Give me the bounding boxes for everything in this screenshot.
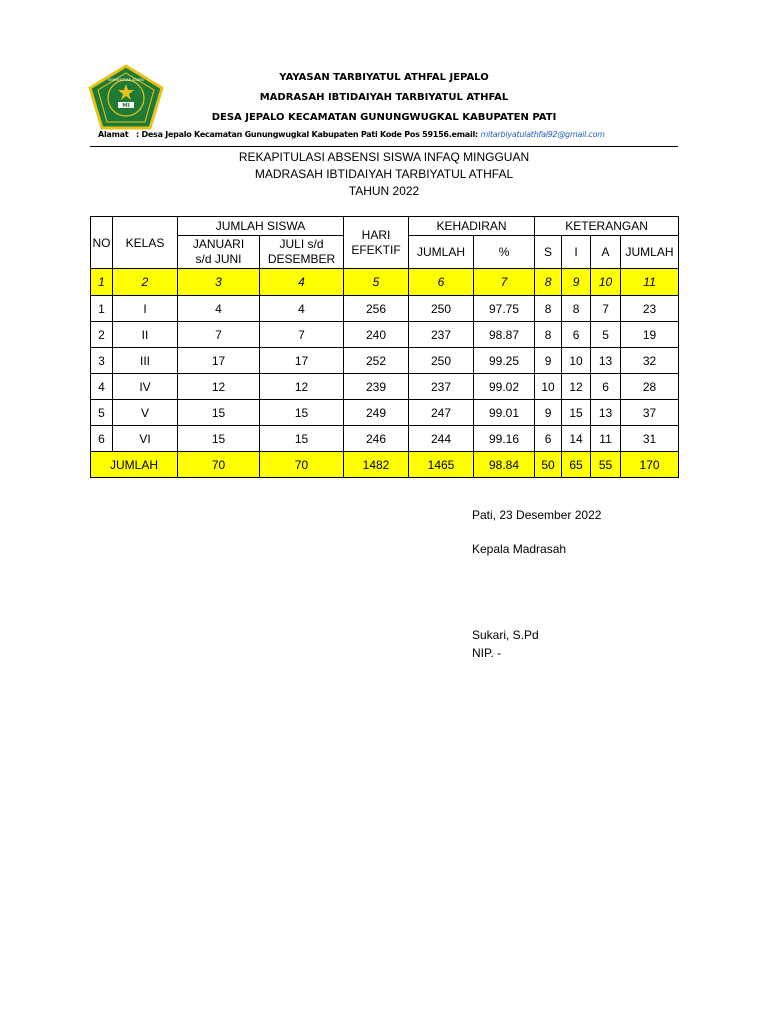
logo-mi-text: MI [122, 103, 130, 109]
table-cell: 8 [535, 296, 562, 322]
column-number-cell: 9 [562, 269, 591, 296]
header-kehadiran-jumlah: JUMLAH [409, 236, 474, 269]
column-number-cell: 5 [344, 269, 409, 296]
signature-nip: NIP. - [472, 646, 502, 660]
attendance-table [90, 216, 679, 478]
table-cell: II [113, 322, 178, 348]
column-number-row [91, 269, 679, 296]
table-cell: 15 [562, 400, 591, 426]
table-cell: VI [113, 426, 178, 452]
signature-name: Sukari, S.Pd [472, 628, 539, 642]
table-cell: IV [113, 374, 178, 400]
header-hari-efektif-label: HARI EFEKTIF [351, 227, 401, 257]
table-cell: 37 [621, 400, 679, 426]
table-cell: 7 [260, 322, 344, 348]
total-cell: 65 [562, 452, 591, 478]
table-cell: 6 [562, 322, 591, 348]
column-number-cell: 4 [260, 269, 344, 296]
table-cell: 99.16 [474, 426, 535, 452]
table-row [91, 348, 679, 374]
table-cell: III [113, 348, 178, 374]
table-cell: 8 [535, 322, 562, 348]
header-jumlah-siswa: JUMLAH SISWA [178, 217, 344, 236]
header-kelas: KELAS [113, 217, 178, 269]
table-cell: 13 [591, 348, 621, 374]
table-cell: 12 [562, 374, 591, 400]
header-juli [260, 236, 344, 269]
table-cell: 2 [91, 322, 113, 348]
table-cell: 31 [621, 426, 679, 452]
table-cell: 6 [591, 374, 621, 400]
table-cell: 10 [535, 374, 562, 400]
report-subtitle: MADRASAH IBTIDAIYAH TARBIYATUL ATHFAL [254, 167, 514, 181]
table-cell: 244 [409, 426, 474, 452]
header-januari [178, 236, 260, 269]
address-line [98, 130, 688, 139]
table-cell: 13 [591, 400, 621, 426]
header-keterangan: KETERANGAN [535, 217, 679, 236]
header-kehadiran: KEHADIRAN [409, 217, 535, 236]
column-number-cell: 8 [535, 269, 562, 296]
table-cell: 250 [409, 296, 474, 322]
signature-role: Kepala Madrasah [472, 542, 567, 556]
address-text: : Desa Jepalo Kecamatan Gunungwugkal Kabupaten Pati Kode Pos 59156.email: [136, 130, 478, 139]
table-cell: 11 [591, 426, 621, 452]
table-cell: 7 [178, 322, 260, 348]
report-year: TAHUN 2022 [348, 184, 420, 198]
header-januari-label: JANUARI s/d JUNI [192, 237, 245, 266]
column-number-cell: 2 [113, 269, 178, 296]
header-divider [90, 146, 678, 147]
table-cell: 12 [178, 374, 260, 400]
table-cell: 4 [178, 296, 260, 322]
column-number-cell: 3 [178, 269, 260, 296]
total-cell: 70 [178, 452, 260, 478]
email-link[interactable]: mitarbiyatulathfal92@gmail.com [480, 130, 605, 139]
school-name: MADRASAH IBTIDAIYAH TARBIYATUL ATHFAL [259, 92, 509, 103]
table-cell: 249 [344, 400, 409, 426]
table-cell: 15 [178, 400, 260, 426]
table-row [91, 426, 679, 452]
table-cell: 15 [260, 426, 344, 452]
header-a: A [591, 236, 621, 269]
column-number-cell: 10 [591, 269, 621, 296]
table-cell: 23 [621, 296, 679, 322]
total-cell: 1482 [344, 452, 409, 478]
table-cell: 12 [260, 374, 344, 400]
table-cell: 252 [344, 348, 409, 374]
table-body [91, 269, 679, 478]
table-cell: 32 [621, 348, 679, 374]
table-cell: 17 [260, 348, 344, 374]
table-cell: 6 [91, 426, 113, 452]
table-cell: 246 [344, 426, 409, 452]
total-cell: 50 [535, 452, 562, 478]
school-location: DESA JEPALO KECAMATAN GUNUNGWUGKAL KABUPATEN PATI [211, 112, 557, 123]
table-cell: 6 [535, 426, 562, 452]
table-cell: 5 [91, 400, 113, 426]
header-persen: % [474, 236, 535, 269]
table-cell: 4 [260, 296, 344, 322]
table-cell: 28 [621, 374, 679, 400]
table-cell: 14 [562, 426, 591, 452]
table-cell: 8 [562, 296, 591, 322]
table-cell: 240 [344, 322, 409, 348]
header-i: I [562, 236, 591, 269]
table-row [91, 296, 679, 322]
table-cell: 7 [591, 296, 621, 322]
table-cell: 4 [91, 374, 113, 400]
foundation-name: YAYASAN TARBIYATUL ATHFAL JEPALO [279, 72, 489, 83]
total-row [91, 452, 679, 478]
table-cell: 99.02 [474, 374, 535, 400]
table-cell: 15 [260, 400, 344, 426]
table-cell: 15 [178, 426, 260, 452]
table-cell: 256 [344, 296, 409, 322]
total-cell: 55 [591, 452, 621, 478]
signature-place-date: Pati, 23 Desember 2022 [472, 508, 602, 522]
table-cell: 237 [409, 322, 474, 348]
table-cell: 9 [535, 400, 562, 426]
table-cell: 99.01 [474, 400, 535, 426]
column-number-cell: 7 [474, 269, 535, 296]
table-cell: V [113, 400, 178, 426]
header-no: NO [91, 217, 113, 269]
table-cell: 9 [535, 348, 562, 374]
total-cell: 1465 [409, 452, 474, 478]
column-number-cell: 6 [409, 269, 474, 296]
table-cell: 250 [409, 348, 474, 374]
table-cell: 10 [562, 348, 591, 374]
table-cell: 97.75 [474, 296, 535, 322]
table-cell: 98.87 [474, 322, 535, 348]
table-row [91, 322, 679, 348]
table-cell: 247 [409, 400, 474, 426]
table-cell: 19 [621, 322, 679, 348]
table-cell: I [113, 296, 178, 322]
table-row [91, 374, 679, 400]
header-juli-label: JULI s/d DESEMBER [267, 237, 336, 266]
table-cell: 237 [409, 374, 474, 400]
table-cell: 1 [91, 296, 113, 322]
table-cell: 17 [178, 348, 260, 374]
address-label: Alamat [98, 130, 129, 139]
total-cell: 70 [260, 452, 344, 478]
column-number-cell: 11 [621, 269, 679, 296]
table-cell: 239 [344, 374, 409, 400]
table-cell: 99.25 [474, 348, 535, 374]
total-label-cell: JUMLAH [91, 452, 178, 478]
madrasah-logo [88, 64, 164, 130]
table-cell: 3 [91, 348, 113, 374]
header-hari-efektif [344, 217, 409, 269]
table-row [91, 400, 679, 426]
total-cell: 170 [621, 452, 679, 478]
header-keterangan-jumlah: JUMLAH [621, 236, 679, 269]
table-cell: 5 [591, 322, 621, 348]
column-number-cell: 1 [91, 269, 113, 296]
report-title: REKAPITULASI ABSENSI SISWA INFAQ MINGGUAN [238, 150, 530, 164]
header-s: S [535, 236, 562, 269]
logo-top-text: KEMENTERIAN AGAMA [108, 78, 144, 82]
total-cell: 98.84 [474, 452, 535, 478]
